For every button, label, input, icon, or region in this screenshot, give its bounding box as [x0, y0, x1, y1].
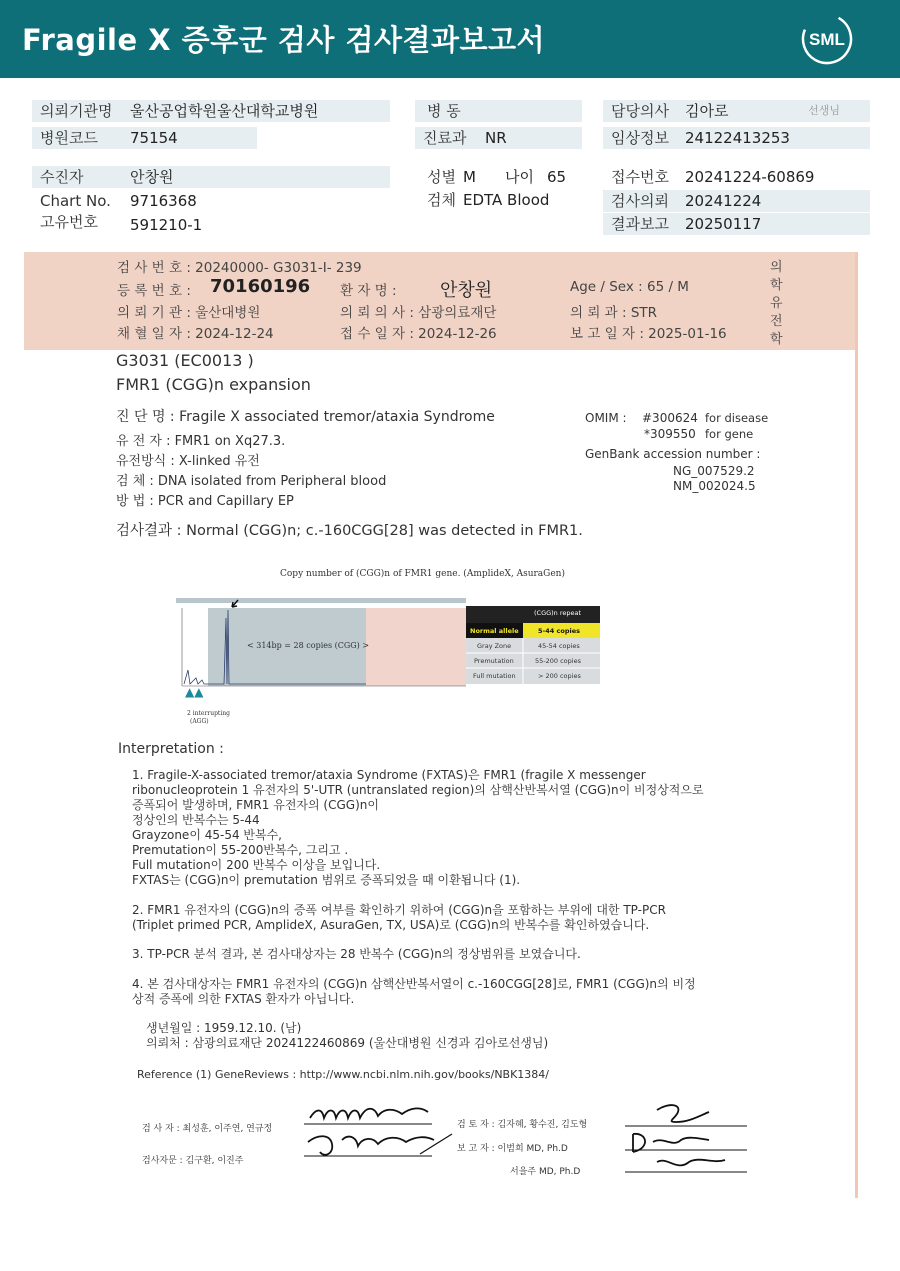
dept-vertical-char: 전: [770, 314, 783, 329]
chart-value: 9716368: [130, 192, 197, 210]
method: 방 법 : PCR and Capillary EP: [116, 494, 294, 509]
test-code: G3031 (EC0013 ): [116, 351, 254, 370]
result-label: 결과보고: [611, 215, 669, 233]
report-edge: [855, 252, 858, 1198]
clinical-label: 임상정보: [611, 129, 669, 147]
institution-label: 의뢰기관명: [40, 102, 113, 120]
interrupting-agg: (AGG): [190, 718, 209, 725]
sex-age-row: [415, 166, 595, 188]
table-row-range: > 200 copies: [538, 672, 581, 680]
request-row: [603, 190, 870, 212]
interp-line: 4. 본 검사대상자는 FMR1 유전자의 (CGG)n 삼핵산반복서열이 c.-160CGG[28]로, FMR1 (CGG)n의 비정: [132, 977, 696, 991]
specimen-detail: 검 체 : DNA isolated from Peripheral blood: [116, 474, 387, 489]
specimen-value: EDTA Blood: [463, 191, 550, 209]
genbank-ng: NG_007529.2: [673, 464, 755, 478]
tester-advisor: 검사자문 : 김구환, 이진주: [142, 1156, 244, 1166]
chart-label: Chart No.: [40, 192, 111, 210]
collection-date: 채 혈 일 자 : 2024-12-24: [117, 326, 274, 342]
interp-line: 정상인의 반복수는 5-44: [132, 813, 260, 827]
doctor-suffix: 선생님: [808, 104, 840, 117]
reviewer: 검 토 자 : 김자혜, 황수진, 김도형: [457, 1120, 588, 1130]
sex-value: M: [463, 168, 476, 186]
dept-vertical-char: 유: [770, 296, 783, 311]
clinical-value: 24122413253: [685, 129, 790, 147]
interp-line: 2. FMR1 유전자의 (CGG)n의 증폭 여부를 확인하기 위하여 (CGG)n을 포함하는 부위에 대한 TP-PCR: [132, 903, 666, 917]
peak-label: < 314bp = 28 copies (CGG) >: [247, 641, 370, 650]
diagnosis: 진 단 명 : Fragile X associated tremor/ataxia Syndrome: [116, 409, 495, 425]
interp-line: ribonucleoprotein 1 유전자의 5'-UTR (untranslated region)의 삼핵산반복서열 (CGG)n이 비정상적으로: [132, 783, 704, 797]
age-label: 나이: [505, 168, 534, 186]
up-arrow-icon: ▲▲: [185, 685, 204, 699]
interp-line: 1. Fragile-X-associated tremor/ataxia Syndrome (FXTAS)은 FMR1 (fragile X messenger: [132, 768, 646, 782]
dept-label: 진료과: [423, 129, 467, 147]
specimen-label: 검체: [427, 191, 456, 209]
table-header: (CGG)n repeat: [534, 609, 582, 617]
genbank-label: GenBank accession number :: [585, 447, 761, 461]
ward-label: 병 동: [427, 102, 461, 120]
dept-vertical-char: 학: [770, 278, 783, 293]
report-header: [0, 0, 900, 78]
gene: 유 전 자 : FMR1 on Xq27.3.: [116, 434, 286, 449]
table-row-name: Full mutation: [473, 672, 516, 680]
tester-signature: [302, 1096, 462, 1171]
institution-row: [32, 100, 390, 122]
requesting-institution: 의 뢰 기 관 : 울산대병원: [117, 305, 261, 321]
chart-row: [32, 190, 390, 212]
interp-line: 3. TP-PCR 분석 결과, 본 검사대상자는 28 반복수 (CGG)n의 정상범위를 보였습니다.: [132, 947, 581, 961]
request-label: 검사의뢰: [611, 192, 669, 210]
table-row-range: 55-200 copies: [535, 657, 581, 665]
receipt-value: 20241224-60869: [685, 168, 815, 186]
reporter: 보 고 자 : 이범희 MD, Ph.D: [457, 1144, 568, 1154]
receive-date: 접 수 일 자 : 2024-12-26: [340, 326, 497, 342]
doctor-label: 담당의사: [611, 102, 669, 120]
unique-label: 고유번호: [40, 213, 98, 231]
tester: 검 사 자 : 최성훈, 이주연, 연규정: [142, 1124, 273, 1134]
test-name: FMR1 (CGG)n expansion: [116, 375, 311, 394]
clinical-row: [603, 127, 870, 149]
table-row-name: Gray Zone: [477, 642, 512, 650]
dept-vertical-char: 의: [770, 260, 783, 275]
interrupting-label: 2 interrupting: [187, 710, 230, 717]
table-row-range: 5-44 copies: [538, 627, 581, 635]
result-value: 20250117: [685, 215, 762, 233]
table-row-name: Normal allele: [470, 627, 519, 635]
ward-row: [415, 100, 582, 122]
interp-line: Grayzone이 45-54 반복수,: [132, 828, 282, 842]
reporter-2: 서을주 MD, Ph.D: [510, 1167, 581, 1177]
requesting-department: 의 뢰 과 : STR: [570, 305, 658, 321]
specimen-row: [415, 189, 595, 211]
patient-row: [32, 166, 390, 188]
age-value: 65: [547, 168, 567, 186]
logo-text: SML: [809, 30, 845, 49]
figure-title: Copy number of (CGG)n of FMR1 gene. (AmplideX, AsuraGen): [280, 569, 565, 579]
page-title: Fragile X 증후군 검사 검사결과보고서: [22, 23, 546, 57]
table-row-range: 45-54 copies: [538, 642, 580, 650]
requesting-doctor: 의 뢰 의 사 : 삼광의료재단: [340, 305, 497, 321]
scanned-report: [22, 248, 858, 1200]
dept-value: NR: [485, 129, 507, 147]
patient-name: 안창원: [440, 280, 493, 301]
inheritance: 유전방식 : X-linked 유전: [116, 454, 260, 469]
reference: Reference (1) GeneReviews : http://www.ncbi.nlm.nih.gov/books/NBK1384/: [137, 1068, 550, 1081]
referrer: 의뢰처 : 삼광의료재단 2024122460869 (울산대병원 신경과 김아로선생님): [146, 1036, 549, 1050]
request-value: 20241224: [685, 192, 762, 210]
patient-name-label: 환 자 명 :: [340, 283, 397, 299]
hospital-code-label: 병원코드: [40, 129, 98, 147]
receipt-row: [603, 166, 870, 188]
sex-label: 성별: [427, 168, 456, 186]
patient-label: 수진자: [40, 168, 84, 186]
reviewer-signature: [617, 1098, 777, 1178]
reg-no-label: 등 록 번 호 :: [117, 283, 191, 299]
hospital-code-value: 75154: [130, 129, 178, 147]
hospital-code-row: [32, 127, 257, 149]
interp-line: (Triplet primed PCR, AmplideX, AsuraGen, TX, USA)로 (CGG)n의 반복수를 확인하였습니다.: [132, 918, 650, 932]
interp-line: Full mutation이 200 반복수 이상을 보입니다.: [132, 858, 381, 872]
test-number: 검 사 번 호 : 20240000- G3031-I- 239: [117, 260, 362, 276]
table-row-name: Premutation: [474, 657, 514, 665]
omim-label: OMIM :: [585, 411, 627, 425]
omim-disease-desc: for disease: [705, 411, 769, 425]
doctor-value: 김아로: [685, 102, 729, 120]
report-date: 보 고 일 자 : 2025-01-16: [570, 326, 727, 342]
age-sex: Age / Sex : 65 / M: [570, 279, 689, 295]
doctor-row: [603, 100, 870, 122]
test-result: 검사결과 : Normal (CGG)n; c.-160CGG[28] was detected in FMR1.: [116, 523, 583, 539]
interp-line: 증폭되어 발생하며, FMR1 유전자의 (CGG)n이: [132, 798, 379, 812]
sml-logo: [800, 12, 854, 66]
dept-vertical-char: 학: [770, 332, 783, 347]
interp-line: 상적 증폭에 의한 FXTAS 환자가 아닙니다.: [132, 992, 355, 1006]
institution-value: 울산공업학원울산대학교병원: [130, 102, 319, 120]
omim-gene-desc: for gene: [705, 427, 754, 441]
interp-line: FXTAS는 (CGG)n이 premutation 범위로 증폭되었을 때 이환됩니다 (1).: [132, 873, 521, 887]
genbank-nm: NM_002024.5: [673, 479, 756, 493]
result-row: [603, 213, 870, 235]
receipt-label: 접수번호: [611, 168, 669, 186]
interp-line: Premutation이 55-200반복수, 그리고 .: [132, 843, 349, 857]
reg-no: 70160196: [210, 276, 311, 297]
interpretation-title: Interpretation :: [118, 741, 224, 757]
dept-row: [415, 127, 582, 149]
unique-row: [32, 211, 390, 233]
omim-disease: #300624: [642, 411, 698, 425]
omim-gene: *309550: [644, 427, 696, 441]
patient-value: 안창원: [130, 168, 174, 186]
birth-date: 생년월일 : 1959.12.10. (남): [146, 1021, 302, 1035]
unique-value: 591210-1: [130, 216, 203, 234]
